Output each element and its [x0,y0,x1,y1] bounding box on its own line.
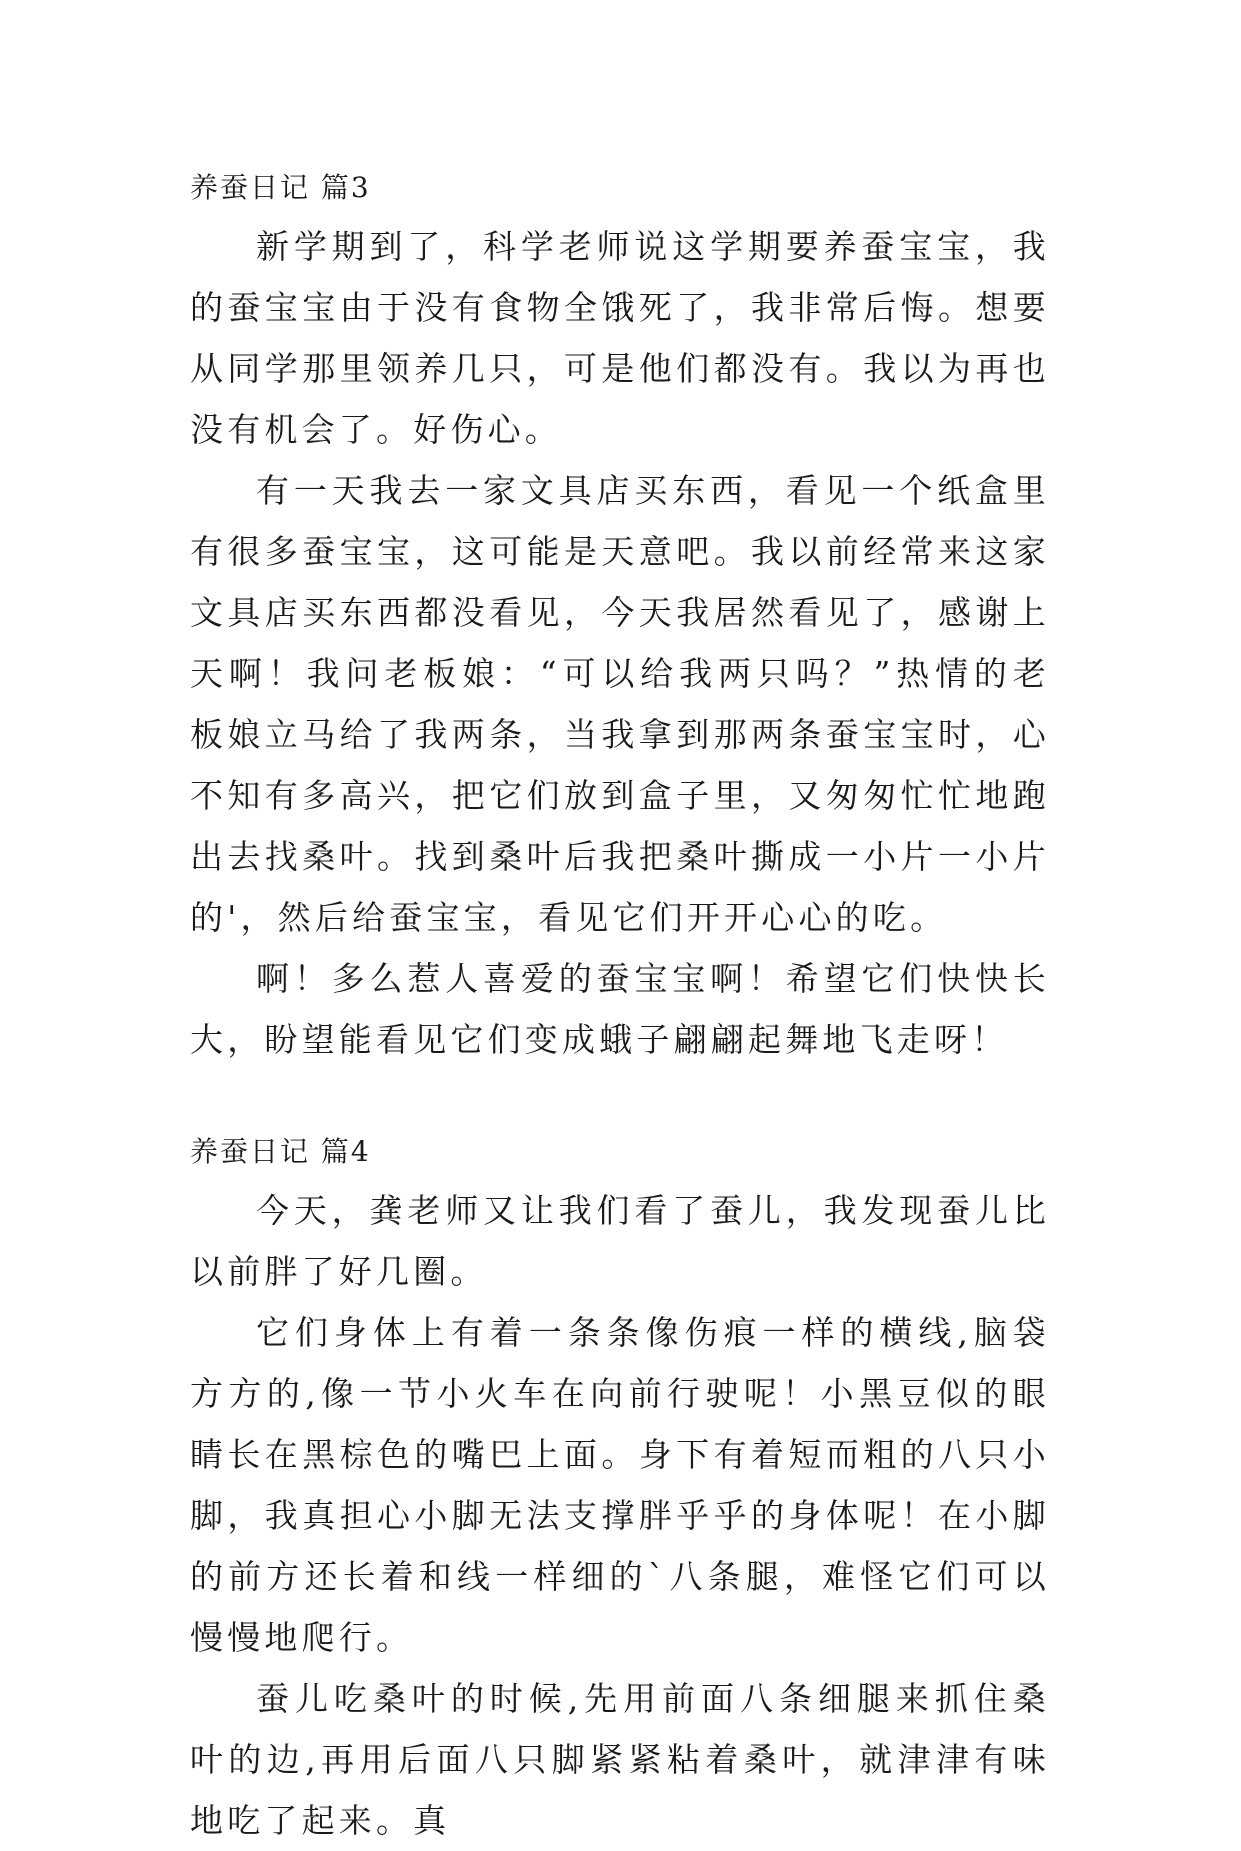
paragraph: 它们身体上有着一条条像伤痕一样的横线,脑袋方方的,像一节小火车在向前行驶呢！小黑豆似的眼睛长在黑棕色的嘴巴上面。身下有着短而粗的八只小脚，我真担心小脚无法支撑胖乎乎的身体呢！在小脚的前方还长着和线一样细的`八条腿，难怪它们可以慢慢地爬行。 [190,1313,1050,1657]
paragraph: 新学期到了，科学老师说这学期要养蚕宝宝，我的蚕宝宝由于没有食物全饿死了，我非常后悔。想要从同学那里领养几只，可是他们都没有。我以为再也没有机会了。好伤心。 [190,227,1050,449]
section-title: 养蚕日记 篇4 [190,1135,371,1168]
paragraph: 蚕儿吃桑叶的时候,先用前面八条细腿来抓住桑叶的边,再用后面八只脚紧紧粘着桑叶，就津津有味地吃了起来。真 [190,1679,1050,1840]
paragraph: 今天，龚老师又让我们看了蚕儿，我发现蚕儿比以前胖了好几圈。 [190,1191,1050,1291]
paragraph: 有一天我去一家文具店买东西，看见一个纸盒里有很多蚕宝宝，这可能是天意吧。我以前经常来这家文具店买东西都没看见，今天我居然看见了，感谢上天啊！我问老板娘：“可以给我两只吗？”热情的老板娘立马给了我两条，当我拿到那两条蚕宝宝时，心不知有多高兴，把它们放到盒子里，又匆匆忙忙地跑出去找桑叶。找到桑叶后我把桑叶撕成一小片一小片的'，然后给蚕宝宝，看见它们开开心心的吃。 [190,471,1050,937]
paragraph: 啊！多么惹人喜爱的蚕宝宝啊！希望它们快快长大，盼望能看见它们变成蛾子翩翩起舞地飞走呀！ [190,959,1050,1059]
document-body [190,160,1050,1851]
section-title: 养蚕日记 篇3 [190,171,371,204]
section-divider [190,1070,1050,1124]
